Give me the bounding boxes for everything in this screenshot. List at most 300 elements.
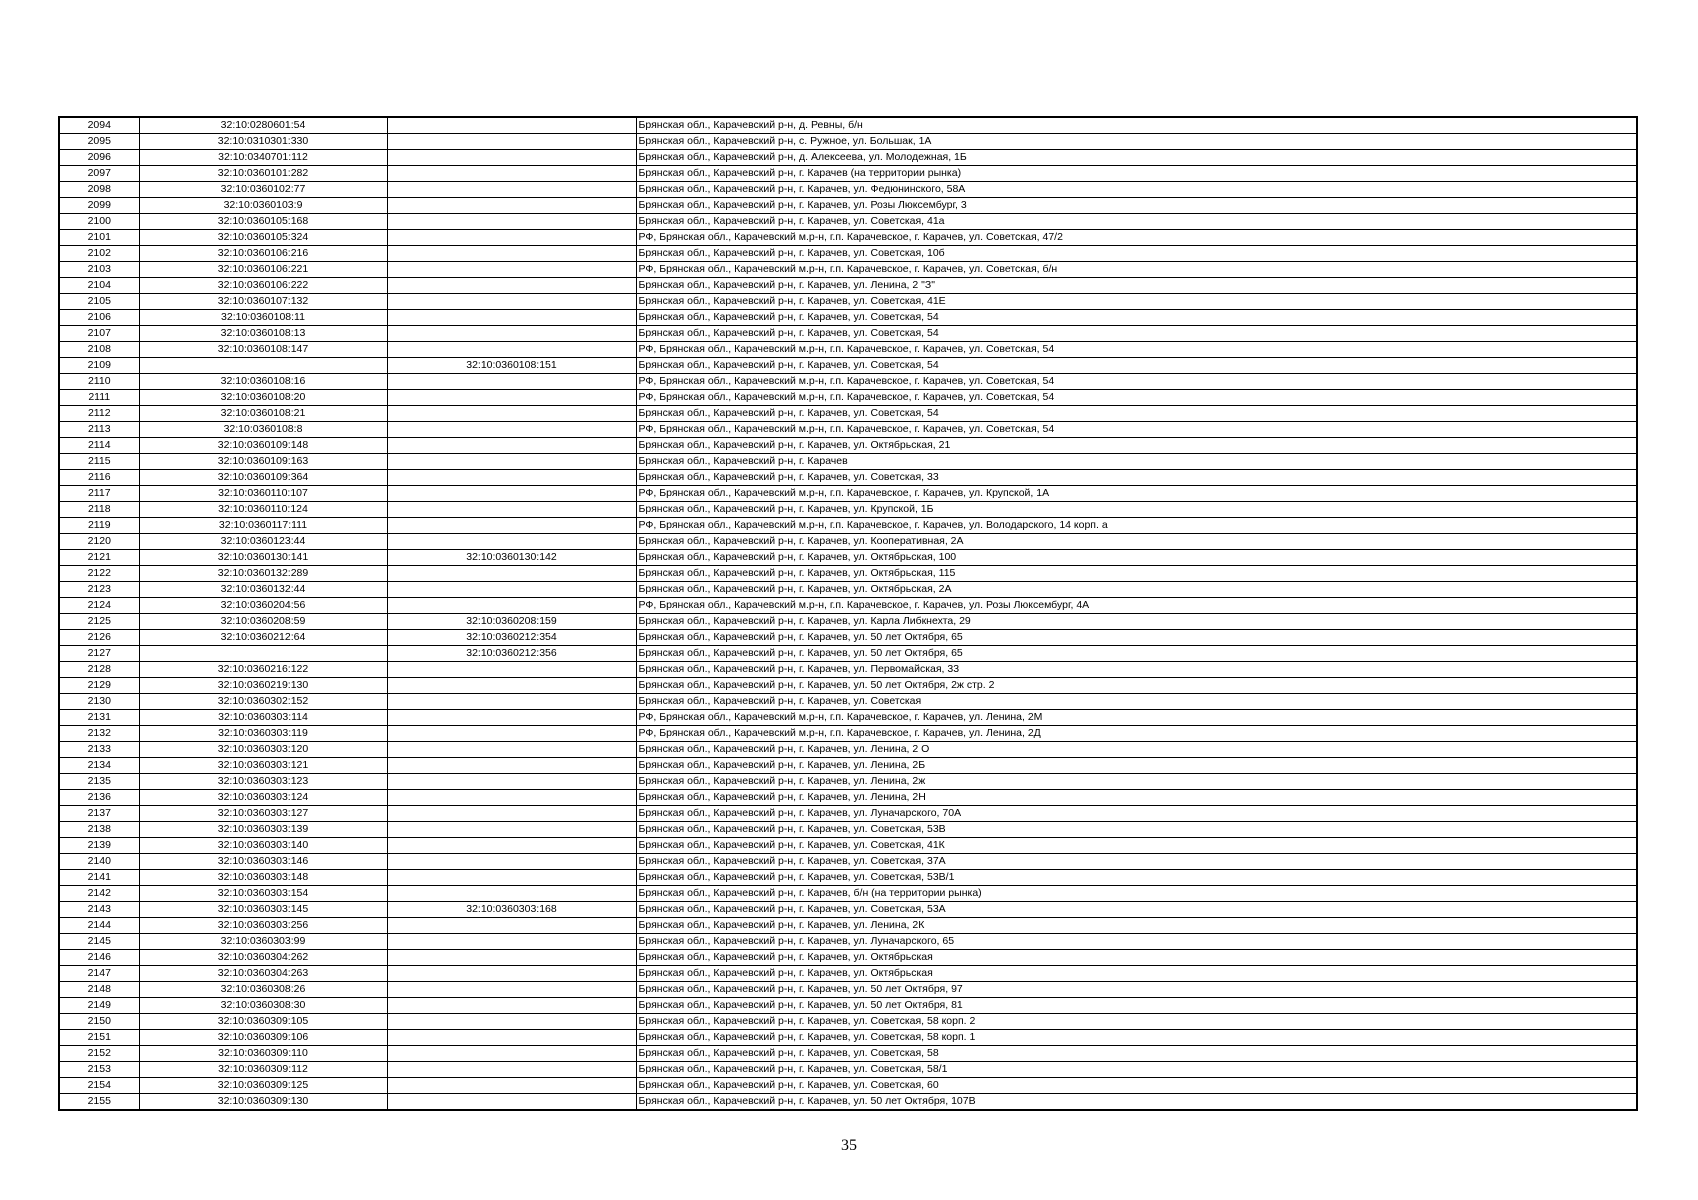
address-cell: Брянская обл., Карачевский р-н, г. Карачев, ул. Советская bbox=[636, 694, 1637, 710]
table-row bbox=[59, 726, 1637, 742]
table-row bbox=[59, 678, 1637, 694]
row-number-cell: 2100 bbox=[59, 214, 139, 230]
cadastral-number-cell: 32:10:0360132:289 bbox=[139, 566, 387, 582]
row-number-cell: 2150 bbox=[59, 1014, 139, 1030]
cadastral-number-cell: 32:10:0360108:11 bbox=[139, 310, 387, 326]
address-cell: Брянская обл., Карачевский р-н, г. Карачев, ул. Розы Люксембург, 3 bbox=[636, 198, 1637, 214]
cadastral-number-cell: 32:10:0360303:145 bbox=[139, 902, 387, 918]
address-cell: РФ, Брянская обл., Карачевский м.р-н, г.п. Карачевское, г. Карачев, ул. Советская, 54 bbox=[636, 374, 1637, 390]
address-cell: Брянская обл., Карачевский р-н, г. Карачев, ул. 50 лет Октября, 107В bbox=[636, 1094, 1637, 1111]
row-number-cell: 2144 bbox=[59, 918, 139, 934]
cadastral-number-cell: 32:10:0360106:221 bbox=[139, 262, 387, 278]
related-cadastral-number-cell bbox=[387, 870, 636, 886]
row-number-cell: 2135 bbox=[59, 774, 139, 790]
related-cadastral-number-cell bbox=[387, 278, 636, 294]
table-row bbox=[59, 886, 1637, 902]
address-cell: Брянская обл., Карачевский р-н, г. Карачев, ул. Советская, 58/1 bbox=[636, 1062, 1637, 1078]
cadastral-number-cell bbox=[139, 358, 387, 374]
table-row bbox=[59, 614, 1637, 630]
table-row bbox=[59, 582, 1637, 598]
related-cadastral-number-cell bbox=[387, 150, 636, 166]
table-row bbox=[59, 1078, 1637, 1094]
row-number-cell: 2101 bbox=[59, 230, 139, 246]
related-cadastral-number-cell bbox=[387, 662, 636, 678]
row-number-cell: 2104 bbox=[59, 278, 139, 294]
cadastral-number-cell: 32:10:0360105:324 bbox=[139, 230, 387, 246]
address-cell: РФ, Брянская обл., Карачевский м.р-н, г.п. Карачевское, г. Карачев, ул. Советская, 54 bbox=[636, 390, 1637, 406]
table-row bbox=[59, 646, 1637, 662]
cadastral-table bbox=[58, 116, 1638, 1111]
address-cell: Брянская обл., Карачевский р-н, д. Ревны, б/н bbox=[636, 117, 1637, 134]
row-number-cell: 2120 bbox=[59, 534, 139, 550]
table-row bbox=[59, 117, 1637, 134]
address-cell: Брянская обл., Карачевский р-н, д. Алексеева, ул. Молодежная, 1Б bbox=[636, 150, 1637, 166]
table-row bbox=[59, 774, 1637, 790]
cadastral-number-cell: 32:10:0360105:168 bbox=[139, 214, 387, 230]
address-cell: РФ, Брянская обл., Карачевский м.р-н, г.п. Карачевское, г. Карачев, ул. Володарского, 14 корп. а bbox=[636, 518, 1637, 534]
related-cadastral-number-cell bbox=[387, 838, 636, 854]
related-cadastral-number-cell bbox=[387, 1030, 636, 1046]
address-cell: РФ, Брянская обл., Карачевский м.р-н, г.п. Карачевское, г. Карачев, ул. Ленина, 2М bbox=[636, 710, 1637, 726]
related-cadastral-number-cell bbox=[387, 1046, 636, 1062]
table-row bbox=[59, 982, 1637, 998]
row-number-cell: 2121 bbox=[59, 550, 139, 566]
address-cell: РФ, Брянская обл., Карачевский м.р-н, г.п. Карачевское, г. Карачев, ул. Розы Люксембург, 4А bbox=[636, 598, 1637, 614]
table-row bbox=[59, 918, 1637, 934]
related-cadastral-number-cell bbox=[387, 470, 636, 486]
address-cell: Брянская обл., Карачевский р-н, г. Карачев, ул. Советская, 54 bbox=[636, 406, 1637, 422]
row-number-cell: 2155 bbox=[59, 1094, 139, 1111]
related-cadastral-number-cell bbox=[387, 1062, 636, 1078]
cadastral-number-cell: 32:10:0360309:125 bbox=[139, 1078, 387, 1094]
row-number-cell: 2106 bbox=[59, 310, 139, 326]
related-cadastral-number-cell bbox=[387, 966, 636, 982]
related-cadastral-number-cell bbox=[387, 582, 636, 598]
cadastral-number-cell: 32:10:0360204:56 bbox=[139, 598, 387, 614]
table-row bbox=[59, 1030, 1637, 1046]
related-cadastral-number-cell bbox=[387, 950, 636, 966]
table-row bbox=[59, 454, 1637, 470]
related-cadastral-number-cell bbox=[387, 294, 636, 310]
row-number-cell: 2146 bbox=[59, 950, 139, 966]
cadastral-number-cell: 32:10:0360308:26 bbox=[139, 982, 387, 998]
related-cadastral-number-cell bbox=[387, 310, 636, 326]
related-cadastral-number-cell bbox=[387, 598, 636, 614]
row-number-cell: 2149 bbox=[59, 998, 139, 1014]
cadastral-number-cell: 32:10:0360309:112 bbox=[139, 1062, 387, 1078]
cadastral-number-cell: 32:10:0360117:111 bbox=[139, 518, 387, 534]
address-cell: Брянская обл., Карачевский р-н, г. Карачев, ул. Советская, 60 bbox=[636, 1078, 1637, 1094]
address-cell: РФ, Брянская обл., Карачевский м.р-н, г.п. Карачевское, г. Карачев, ул. Советская, б/н bbox=[636, 262, 1637, 278]
table-row bbox=[59, 134, 1637, 150]
related-cadastral-number-cell bbox=[387, 854, 636, 870]
row-number-cell: 2131 bbox=[59, 710, 139, 726]
address-cell: Брянская обл., Карачевский р-н, г. Карачев, ул. Кооперативная, 2А bbox=[636, 534, 1637, 550]
address-cell: Брянская обл., Карачевский р-н, г. Карачев, ул. Ленина, 2К bbox=[636, 918, 1637, 934]
table-row bbox=[59, 518, 1637, 534]
cadastral-number-cell: 32:10:0360108:13 bbox=[139, 326, 387, 342]
row-number-cell: 2136 bbox=[59, 790, 139, 806]
row-number-cell: 2123 bbox=[59, 582, 139, 598]
row-number-cell: 2099 bbox=[59, 198, 139, 214]
address-cell: РФ, Брянская обл., Карачевский м.р-н, г.п. Карачевское, г. Карачев, ул. Крупской, 1А bbox=[636, 486, 1637, 502]
related-cadastral-number-cell bbox=[387, 166, 636, 182]
cadastral-number-cell: 32:10:0360304:263 bbox=[139, 966, 387, 982]
row-number-cell: 2103 bbox=[59, 262, 139, 278]
address-cell: Брянская обл., Карачевский р-н, г. Карачев, ул. 50 лет Октября, 97 bbox=[636, 982, 1637, 998]
address-cell: РФ, Брянская обл., Карачевский м.р-н, г.п. Карачевское, г. Карачев, ул. Советская, 47/2 bbox=[636, 230, 1637, 246]
related-cadastral-number-cell bbox=[387, 678, 636, 694]
row-number-cell: 2133 bbox=[59, 742, 139, 758]
address-cell: Брянская обл., Карачевский р-н, г. Карачев, ул. Ленина, 2ж bbox=[636, 774, 1637, 790]
table-row bbox=[59, 230, 1637, 246]
related-cadastral-number-cell bbox=[387, 918, 636, 934]
related-cadastral-number-cell: 32:10:0360130:142 bbox=[387, 550, 636, 566]
address-cell: Брянская обл., Карачевский р-н, г. Карачев, ул. Советская, 41К bbox=[636, 838, 1637, 854]
row-number-cell: 2126 bbox=[59, 630, 139, 646]
table-row bbox=[59, 486, 1637, 502]
related-cadastral-number-cell bbox=[387, 694, 636, 710]
cadastral-number-cell: 32:10:0360109:148 bbox=[139, 438, 387, 454]
table-row bbox=[59, 550, 1637, 566]
related-cadastral-number-cell: 32:10:0360212:354 bbox=[387, 630, 636, 646]
row-number-cell: 2143 bbox=[59, 902, 139, 918]
row-number-cell: 2137 bbox=[59, 806, 139, 822]
row-number-cell: 2110 bbox=[59, 374, 139, 390]
row-number-cell: 2141 bbox=[59, 870, 139, 886]
address-cell: Брянская обл., Карачевский р-н, г. Карачев, ул. Федюнинского, 58А bbox=[636, 182, 1637, 198]
cadastral-number-cell: 32:10:0360107:132 bbox=[139, 294, 387, 310]
cadastral-number-cell: 32:10:0360108:21 bbox=[139, 406, 387, 422]
row-number-cell: 2129 bbox=[59, 678, 139, 694]
related-cadastral-number-cell bbox=[387, 390, 636, 406]
related-cadastral-number-cell bbox=[387, 774, 636, 790]
related-cadastral-number-cell bbox=[387, 886, 636, 902]
address-cell: РФ, Брянская обл., Карачевский м.р-н, г.п. Карачевское, г. Карачев, ул. Советская, 54 bbox=[636, 422, 1637, 438]
row-number-cell: 2115 bbox=[59, 454, 139, 470]
cadastral-number-cell: 32:10:0360303:154 bbox=[139, 886, 387, 902]
cadastral-number-cell: 32:10:0360219:130 bbox=[139, 678, 387, 694]
table-row bbox=[59, 630, 1637, 646]
related-cadastral-number-cell bbox=[387, 566, 636, 582]
cadastral-number-cell: 32:10:0360303:123 bbox=[139, 774, 387, 790]
related-cadastral-number-cell bbox=[387, 326, 636, 342]
cadastral-number-cell: 32:10:0360303:127 bbox=[139, 806, 387, 822]
cadastral-number-cell: 32:10:0360216:122 bbox=[139, 662, 387, 678]
row-number-cell: 2138 bbox=[59, 822, 139, 838]
address-cell: Брянская обл., Карачевский р-н, г. Карачев, ул. 50 лет Октября, 81 bbox=[636, 998, 1637, 1014]
row-number-cell: 2145 bbox=[59, 934, 139, 950]
row-number-cell: 2105 bbox=[59, 294, 139, 310]
table-row bbox=[59, 662, 1637, 678]
table-row bbox=[59, 598, 1637, 614]
address-cell: Брянская обл., Карачевский р-н, г. Карачев, ул. Советская, 33 bbox=[636, 470, 1637, 486]
related-cadastral-number-cell bbox=[387, 742, 636, 758]
address-cell: Брянская обл., Карачевский р-н, г. Карачев, ул. Советская, 58 корп. 1 bbox=[636, 1030, 1637, 1046]
cadastral-number-cell: 32:10:0360303:121 bbox=[139, 758, 387, 774]
related-cadastral-number-cell bbox=[387, 710, 636, 726]
cadastral-number-cell: 32:10:0360303:114 bbox=[139, 710, 387, 726]
table-row bbox=[59, 694, 1637, 710]
related-cadastral-number-cell bbox=[387, 342, 636, 358]
table-row bbox=[59, 758, 1637, 774]
cadastral-number-cell: 32:10:0360110:124 bbox=[139, 502, 387, 518]
cadastral-number-cell: 32:10:0360303:124 bbox=[139, 790, 387, 806]
address-cell: Брянская обл., Карачевский р-н, г. Карачев, ул. Октябрьская, 21 bbox=[636, 438, 1637, 454]
cadastral-number-cell: 32:10:0360102:77 bbox=[139, 182, 387, 198]
address-cell: Брянская обл., Карачевский р-н, г. Карачев, ул. Советская, 54 bbox=[636, 358, 1637, 374]
cadastral-number-cell: 32:10:0360303:99 bbox=[139, 934, 387, 950]
table-row bbox=[59, 326, 1637, 342]
table-row bbox=[59, 998, 1637, 1014]
address-cell: Брянская обл., Карачевский р-н, г. Карачев, ул. 50 лет Октября, 2ж стр. 2 bbox=[636, 678, 1637, 694]
address-cell: Брянская обл., Карачевский р-н, г. Карачев, ул. Советская, 37А bbox=[636, 854, 1637, 870]
row-number-cell: 2151 bbox=[59, 1030, 139, 1046]
row-number-cell: 2124 bbox=[59, 598, 139, 614]
address-cell: Брянская обл., Карачевский р-н, г. Карачев, ул. Советская, 53В bbox=[636, 822, 1637, 838]
address-cell: Брянская обл., Карачевский р-н, г. Карачев, ул. Первомайская, 33 bbox=[636, 662, 1637, 678]
cadastral-number-cell: 32:10:0360308:30 bbox=[139, 998, 387, 1014]
related-cadastral-number-cell bbox=[387, 214, 636, 230]
address-cell: Брянская обл., Карачевский р-н, г. Карачев, ул. Луначарского, 65 bbox=[636, 934, 1637, 950]
related-cadastral-number-cell bbox=[387, 117, 636, 134]
address-cell: Брянская обл., Карачевский р-н, г. Карачев, ул. Октябрьская, 2А bbox=[636, 582, 1637, 598]
table-row bbox=[59, 390, 1637, 406]
table-row bbox=[59, 790, 1637, 806]
table-row bbox=[59, 838, 1637, 854]
address-cell: Брянская обл., Карачевский р-н, г. Карачев, ул. Крупской, 1Б bbox=[636, 502, 1637, 518]
address-cell: Брянская обл., Карачевский р-н, г. Карачев, ул. Советская, 53В/1 bbox=[636, 870, 1637, 886]
row-number-cell: 2153 bbox=[59, 1062, 139, 1078]
table-row bbox=[59, 214, 1637, 230]
address-cell: Брянская обл., Карачевский р-н, г. Карачев, ул. Ленина, 2 "З" bbox=[636, 278, 1637, 294]
related-cadastral-number-cell bbox=[387, 182, 636, 198]
cadastral-number-cell: 32:10:0280601:54 bbox=[139, 117, 387, 134]
related-cadastral-number-cell bbox=[387, 134, 636, 150]
row-number-cell: 2140 bbox=[59, 854, 139, 870]
cadastral-number-cell: 32:10:0360302:152 bbox=[139, 694, 387, 710]
address-cell: Брянская обл., Карачевский р-н, г. Карачев, ул. Советская, 54 bbox=[636, 326, 1637, 342]
cadastral-number-cell: 32:10:0360303:119 bbox=[139, 726, 387, 742]
table-row bbox=[59, 246, 1637, 262]
row-number-cell: 2108 bbox=[59, 342, 139, 358]
row-number-cell: 2116 bbox=[59, 470, 139, 486]
cadastral-number-cell: 32:10:0360303:148 bbox=[139, 870, 387, 886]
table-row bbox=[59, 1046, 1637, 1062]
table-row bbox=[59, 902, 1637, 918]
cadastral-number-cell: 32:10:0360309:110 bbox=[139, 1046, 387, 1062]
row-number-cell: 2148 bbox=[59, 982, 139, 998]
table-row bbox=[59, 822, 1637, 838]
related-cadastral-number-cell bbox=[387, 246, 636, 262]
related-cadastral-number-cell: 32:10:0360212:356 bbox=[387, 646, 636, 662]
table-row bbox=[59, 502, 1637, 518]
related-cadastral-number-cell bbox=[387, 454, 636, 470]
cadastral-number-cell: 32:10:0360106:216 bbox=[139, 246, 387, 262]
related-cadastral-number-cell bbox=[387, 726, 636, 742]
table-row bbox=[59, 358, 1637, 374]
cadastral-number-cell: 32:10:0360103:9 bbox=[139, 198, 387, 214]
cadastral-number-cell: 32:10:0360303:140 bbox=[139, 838, 387, 854]
related-cadastral-number-cell bbox=[387, 534, 636, 550]
table-row bbox=[59, 470, 1637, 486]
related-cadastral-number-cell bbox=[387, 262, 636, 278]
row-number-cell: 2152 bbox=[59, 1046, 139, 1062]
table-row bbox=[59, 742, 1637, 758]
table-row bbox=[59, 534, 1637, 550]
address-cell: Брянская обл., Карачевский р-н, г. Карачев (на территории рынка) bbox=[636, 166, 1637, 182]
related-cadastral-number-cell bbox=[387, 518, 636, 534]
cadastral-number-cell: 32:10:0360110:107 bbox=[139, 486, 387, 502]
cadastral-number-cell: 32:10:0360303:139 bbox=[139, 822, 387, 838]
row-number-cell: 2139 bbox=[59, 838, 139, 854]
row-number-cell: 2154 bbox=[59, 1078, 139, 1094]
cadastral-number-cell: 32:10:0360108:147 bbox=[139, 342, 387, 358]
related-cadastral-number-cell bbox=[387, 1078, 636, 1094]
address-cell: Брянская обл., Карачевский р-н, г. Карачев, ул. 50 лет Октября, 65 bbox=[636, 630, 1637, 646]
address-cell: Брянская обл., Карачевский р-н, г. Карачев, ул. Карла Либкнехта, 29 bbox=[636, 614, 1637, 630]
row-number-cell: 2130 bbox=[59, 694, 139, 710]
address-cell: Брянская обл., Карачевский р-н, г. Карачев, ул. Советская, 10б bbox=[636, 246, 1637, 262]
row-number-cell: 2117 bbox=[59, 486, 139, 502]
table-row bbox=[59, 278, 1637, 294]
row-number-cell: 2118 bbox=[59, 502, 139, 518]
address-cell: Брянская обл., Карачевский р-н, г. Карачев, ул. Октябрьская, 100 bbox=[636, 550, 1637, 566]
related-cadastral-number-cell bbox=[387, 790, 636, 806]
address-cell: РФ, Брянская обл., Карачевский м.р-н, г.п. Карачевское, г. Карачев, ул. Советская, 54 bbox=[636, 342, 1637, 358]
address-cell: Брянская обл., Карачевский р-н, г. Карачев, ул. Советская, 58 bbox=[636, 1046, 1637, 1062]
cadastral-number-cell: 32:10:0360309:105 bbox=[139, 1014, 387, 1030]
table-row bbox=[59, 950, 1637, 966]
cadastral-number-cell: 32:10:0360130:141 bbox=[139, 550, 387, 566]
related-cadastral-number-cell bbox=[387, 438, 636, 454]
table-row bbox=[59, 1062, 1637, 1078]
address-cell: Брянская обл., Карачевский р-н, г. Карачев, ул. Октябрьская bbox=[636, 950, 1637, 966]
cadastral-number-cell bbox=[139, 646, 387, 662]
related-cadastral-number-cell bbox=[387, 982, 636, 998]
row-number-cell: 2142 bbox=[59, 886, 139, 902]
table-row bbox=[59, 934, 1637, 950]
table-row bbox=[59, 406, 1637, 422]
table-row bbox=[59, 374, 1637, 390]
row-number-cell: 2102 bbox=[59, 246, 139, 262]
table-row bbox=[59, 198, 1637, 214]
cadastral-number-cell: 32:10:0360132:44 bbox=[139, 582, 387, 598]
cadastral-number-cell: 32:10:0360108:8 bbox=[139, 422, 387, 438]
row-number-cell: 2132 bbox=[59, 726, 139, 742]
cadastral-number-cell: 32:10:0340701:112 bbox=[139, 150, 387, 166]
address-cell: Брянская обл., Карачевский р-н, г. Карачев, б/н (на территории рынка) bbox=[636, 886, 1637, 902]
address-cell: Брянская обл., Карачевский р-н, г. Карачев, ул. Советская, 54 bbox=[636, 310, 1637, 326]
related-cadastral-number-cell bbox=[387, 998, 636, 1014]
address-cell: Брянская обл., Карачевский р-н, г. Карачев, ул. Ленина, 2Н bbox=[636, 790, 1637, 806]
row-number-cell: 2096 bbox=[59, 150, 139, 166]
row-number-cell: 2147 bbox=[59, 966, 139, 982]
cadastral-number-cell: 32:10:0360109:163 bbox=[139, 454, 387, 470]
address-cell: Брянская обл., Карачевский р-н, г. Карачев, ул. Ленина, 2Б bbox=[636, 758, 1637, 774]
row-number-cell: 2119 bbox=[59, 518, 139, 534]
address-cell: Брянская обл., Карачевский р-н, г. Карачев, ул. Советская, 41а bbox=[636, 214, 1637, 230]
cadastral-number-cell: 32:10:0310301:330 bbox=[139, 134, 387, 150]
address-cell: Брянская обл., Карачевский р-н, г. Карачев, ул. Луначарского, 70А bbox=[636, 806, 1637, 822]
table-row bbox=[59, 166, 1637, 182]
related-cadastral-number-cell bbox=[387, 1014, 636, 1030]
table-row bbox=[59, 342, 1637, 358]
cadastral-number-cell: 32:10:0360101:282 bbox=[139, 166, 387, 182]
table-row bbox=[59, 262, 1637, 278]
page-number: 35 bbox=[841, 1137, 857, 1154]
related-cadastral-number-cell bbox=[387, 230, 636, 246]
cadastral-number-cell: 32:10:0360108:16 bbox=[139, 374, 387, 390]
table-body bbox=[59, 117, 1637, 1110]
cadastral-number-cell: 32:10:0360108:20 bbox=[139, 390, 387, 406]
table-row bbox=[59, 438, 1637, 454]
cadastral-number-cell: 32:10:0360106:222 bbox=[139, 278, 387, 294]
address-cell: Брянская обл., Карачевский р-н, г. Карачев, ул. Октябрьская bbox=[636, 966, 1637, 982]
address-cell: Брянская обл., Карачевский р-н, г. Карачев, ул. Советская, 41Е bbox=[636, 294, 1637, 310]
cadastral-number-cell: 32:10:0360304:262 bbox=[139, 950, 387, 966]
cadastral-number-cell: 32:10:0360109:364 bbox=[139, 470, 387, 486]
related-cadastral-number-cell bbox=[387, 486, 636, 502]
cadastral-number-cell: 32:10:0360123:44 bbox=[139, 534, 387, 550]
address-cell: Брянская обл., Карачевский р-н, г. Карачев bbox=[636, 454, 1637, 470]
cadastral-number-cell: 32:10:0360309:130 bbox=[139, 1094, 387, 1111]
table-row bbox=[59, 806, 1637, 822]
cadastral-number-cell: 32:10:0360208:59 bbox=[139, 614, 387, 630]
related-cadastral-number-cell: 32:10:0360108:151 bbox=[387, 358, 636, 374]
table-row bbox=[59, 310, 1637, 326]
row-number-cell: 2113 bbox=[59, 422, 139, 438]
related-cadastral-number-cell bbox=[387, 1094, 636, 1111]
table-row bbox=[59, 422, 1637, 438]
related-cadastral-number-cell bbox=[387, 406, 636, 422]
address-cell: Брянская обл., Карачевский р-н, г. Карачев, ул. Октябрьская, 115 bbox=[636, 566, 1637, 582]
related-cadastral-number-cell bbox=[387, 198, 636, 214]
address-cell: Брянская обл., Карачевский р-н, г. Карачев, ул. Ленина, 2 О bbox=[636, 742, 1637, 758]
table-row bbox=[59, 182, 1637, 198]
table-row bbox=[59, 294, 1637, 310]
related-cadastral-number-cell bbox=[387, 758, 636, 774]
table-row bbox=[59, 150, 1637, 166]
related-cadastral-number-cell bbox=[387, 822, 636, 838]
row-number-cell: 2128 bbox=[59, 662, 139, 678]
related-cadastral-number-cell bbox=[387, 934, 636, 950]
row-number-cell: 2114 bbox=[59, 438, 139, 454]
row-number-cell: 2107 bbox=[59, 326, 139, 342]
related-cadastral-number-cell bbox=[387, 806, 636, 822]
row-number-cell: 2097 bbox=[59, 166, 139, 182]
cadastral-number-cell: 32:10:0360303:120 bbox=[139, 742, 387, 758]
row-number-cell: 2109 bbox=[59, 358, 139, 374]
related-cadastral-number-cell bbox=[387, 422, 636, 438]
cadastral-number-cell: 32:10:0360303:146 bbox=[139, 854, 387, 870]
table-row bbox=[59, 566, 1637, 582]
row-number-cell: 2098 bbox=[59, 182, 139, 198]
row-number-cell: 2094 bbox=[59, 117, 139, 134]
cadastral-number-cell: 32:10:0360303:256 bbox=[139, 918, 387, 934]
table-row bbox=[59, 1094, 1637, 1111]
row-number-cell: 2095 bbox=[59, 134, 139, 150]
table-row bbox=[59, 1014, 1637, 1030]
row-number-cell: 2111 bbox=[59, 390, 139, 406]
table-row bbox=[59, 710, 1637, 726]
related-cadastral-number-cell bbox=[387, 502, 636, 518]
address-cell: Брянская обл., Карачевский р-н, с. Ружное, ул. Большак, 1А bbox=[636, 134, 1637, 150]
table-row bbox=[59, 966, 1637, 982]
related-cadastral-number-cell: 32:10:0360303:168 bbox=[387, 902, 636, 918]
related-cadastral-number-cell bbox=[387, 374, 636, 390]
table-row bbox=[59, 854, 1637, 870]
